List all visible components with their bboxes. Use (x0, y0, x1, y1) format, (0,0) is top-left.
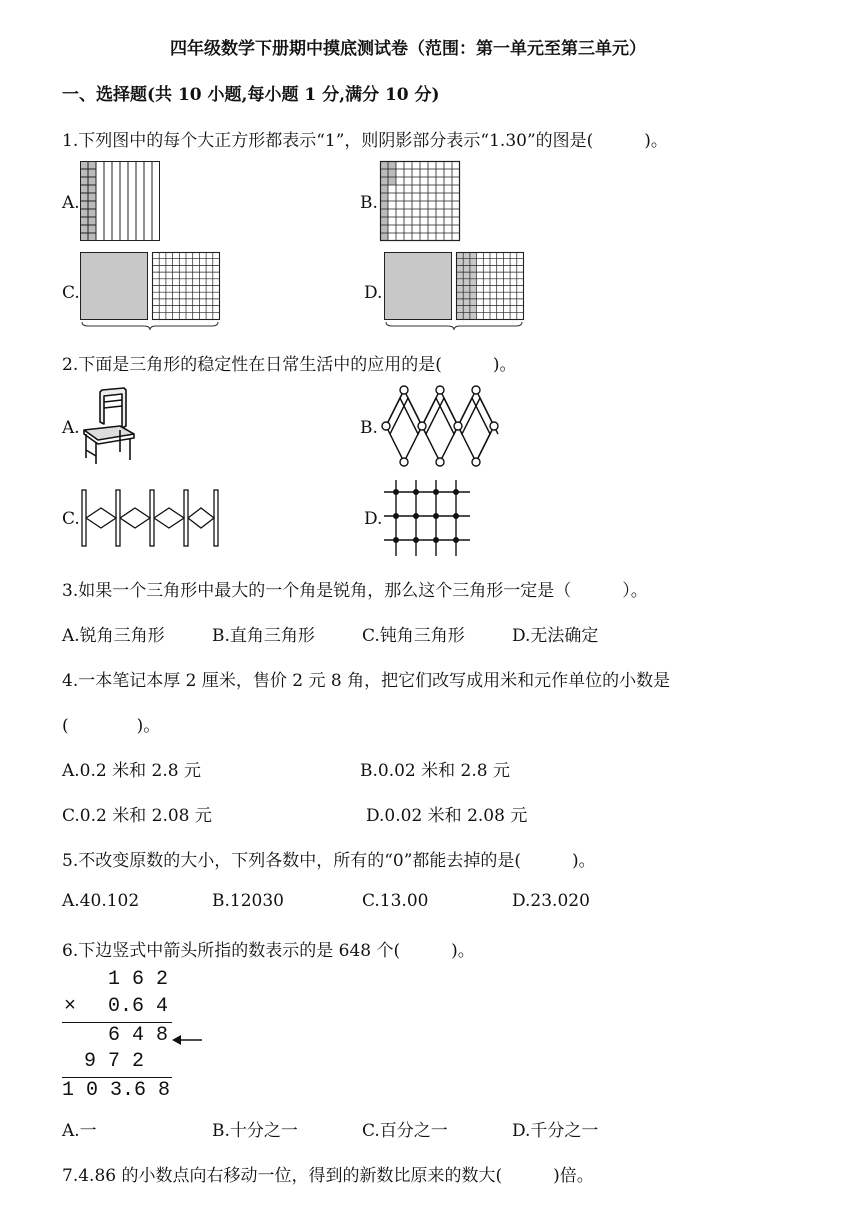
q3-option-b[interactable]: B.直角三角形 (212, 626, 315, 646)
q5-option-c[interactable]: C.13.00 (362, 891, 429, 911)
q1-figure-d (384, 252, 524, 332)
q6-option-c[interactable]: C.百分之一 (362, 1121, 448, 1141)
q2-figure-b-lattice-icon (382, 386, 512, 466)
section-heading: 一、选择题(共 10 小题,每小题 1 分,满分 10 分) (62, 85, 440, 105)
question-3-stem: 3.如果一个三角形中最大的一个角是锐角，那么这个三角形一定是（ ）。 (62, 581, 648, 601)
q6-option-d[interactable]: D.千分之一 (512, 1121, 599, 1141)
q1-figure-c (80, 252, 220, 332)
q4-option-a[interactable]: A.0.2 米和 2.8 元 (62, 761, 201, 781)
question-2-stem: 2.下面是三角形的稳定性在日常生活中的应用的是( )。 (62, 355, 517, 375)
q3-option-d[interactable]: D.无法确定 (512, 626, 599, 646)
calc-divider-2 (62, 1077, 172, 1078)
q6-option-b[interactable]: B.十分之一 (212, 1121, 298, 1141)
q2-figure-d-grid-icon (384, 480, 470, 556)
q2-option-d-label[interactable]: D. (364, 509, 383, 529)
q1-option-d-label[interactable]: D. (364, 283, 383, 303)
q5-option-d[interactable]: D.23.020 (512, 891, 590, 911)
q3-option-c[interactable]: C.钝角三角形 (362, 626, 465, 646)
q1-option-a-label[interactable]: A. (62, 193, 80, 213)
question-5-stem: 5.不改变原数的大小，下列各数中，所有的“0”都能去掉的是( )。 (62, 851, 596, 871)
q1-option-b-label[interactable]: B. (360, 193, 378, 213)
calc-divider-1 (62, 1022, 172, 1023)
q2-figure-c-fence-icon (80, 488, 220, 548)
calc-multiplier: 0.6 4 (108, 995, 169, 1018)
question-4-stem-continued: ( )。 (62, 716, 161, 736)
q1-figure-a (80, 161, 160, 241)
q2-option-c-label[interactable]: C. (62, 509, 80, 529)
calc-times-sign: × (64, 995, 77, 1018)
q4-option-d[interactable]: D.0.02 米和 2.08 元 (366, 806, 528, 826)
question-6-stem: 6.下边竖式中箭头所指的数表示的是 648 个( )。 (62, 941, 475, 961)
q1-figure-b (380, 161, 460, 241)
q2-option-b-label[interactable]: B. (360, 418, 378, 438)
question-7-stem: 7.4.86 的小数点向右移动一位，得到的新数比原来的数大( )倍。 (62, 1166, 594, 1186)
q1-option-c-label[interactable]: C. (62, 283, 80, 303)
q4-option-b[interactable]: B.0.02 米和 2.8 元 (360, 761, 510, 781)
q3-option-a[interactable]: A.锐角三角形 (62, 626, 165, 646)
q4-option-c[interactable]: C.0.2 米和 2.08 元 (62, 806, 212, 826)
calc-multiplicand: 1 6 2 (108, 968, 169, 991)
calc-result: 1 0 3.6 8 (62, 1079, 171, 1102)
calc-partial-product-2: 9 7 2 (84, 1050, 145, 1073)
q2-figure-a-chair-icon (80, 386, 140, 466)
q6-option-a[interactable]: A.一 (62, 1121, 97, 1141)
calc-partial-product-1: 6 4 8 (108, 1024, 169, 1047)
page-title: 四年级数学下册期中摸底测试卷（范围：第一单元至第三单元） (170, 39, 646, 59)
question-4-stem: 4.一本笔记本厚 2 厘米，售价 2 元 8 角，把它们改写成用米和元作单位的小数是 (62, 671, 671, 691)
q5-option-a[interactable]: A.40.102 (62, 891, 140, 911)
arrow-left-icon (172, 1034, 202, 1046)
q2-option-a-label[interactable]: A. (62, 418, 80, 438)
q5-option-b[interactable]: B.12030 (212, 891, 284, 911)
question-1-stem: 1.下列图中的每个大正方形都表示“1”，则阴影部分表示“1.30”的图是( )。 (62, 131, 668, 151)
